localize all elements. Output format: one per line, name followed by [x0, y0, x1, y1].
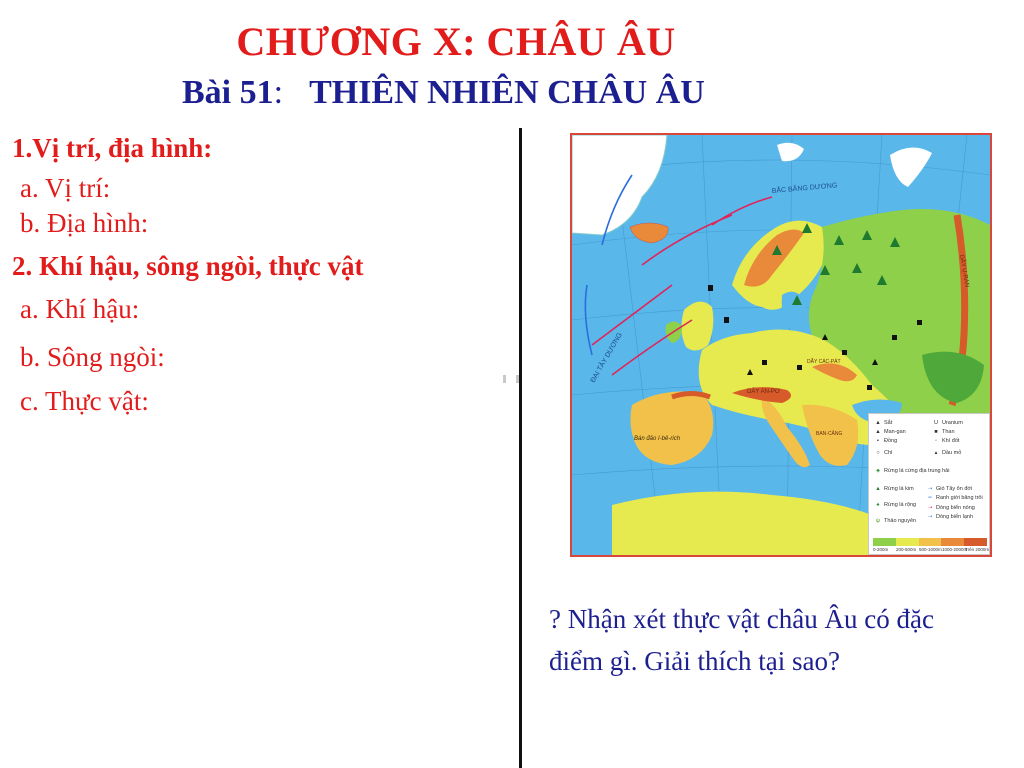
- scale-label-3: 500-1000m: [919, 547, 942, 552]
- divider-line: [519, 128, 522, 768]
- tree-icon: ♣: [876, 468, 880, 474]
- square-icon: ▪: [877, 438, 879, 444]
- section2-item-a: a. Khí hậu:: [20, 294, 140, 324]
- legend-item-mediterranean-forest: ♣ Rừng lá cứng địa trung hải: [876, 468, 950, 474]
- legend-item-lead: ○ Chì: [876, 450, 893, 456]
- arrow-icon: ➝: [927, 486, 933, 492]
- map-label-arctic: BẮC BĂNG DƯƠNG: [771, 182, 838, 195]
- tree-icon: ♠: [876, 502, 880, 508]
- question-text: ? Nhận xét thực vật châu Âu có đặc điểm gì. Giải thích tại sao?: [549, 604, 934, 676]
- scale-label-4: 1000-2000m: [942, 547, 968, 552]
- legend-item-gas: ◦ Khí đốt: [933, 438, 959, 444]
- section2-heading: 2. Khí hậu, sông ngòi, thực vật: [12, 251, 364, 281]
- section1-heading: 1.Vị trí, địa hình:: [12, 133, 213, 163]
- stray-mark: [516, 375, 519, 383]
- scale-0-200: [873, 538, 896, 546]
- legend-item-conifer-forest: ▲ Rừng lá kim: [875, 486, 914, 492]
- scale-500-1000: [919, 538, 942, 546]
- map-label-carpathian: DÃY CÁC-PÁT: [807, 359, 841, 365]
- scale-200-500: [896, 538, 919, 546]
- arrow-icon: ➝: [927, 514, 933, 520]
- legend-item-ice-limit: ┅ Ranh giới băng trôi: [928, 495, 983, 501]
- dash-icon: ┅: [928, 495, 932, 501]
- legend-item-westerly: ➝ Gió Tây ôn đới: [927, 486, 973, 492]
- map-label-atlantic: ĐẠI TÂY DƯƠNG: [589, 331, 624, 384]
- lesson-name: THIÊN NHIÊN CHÂU ÂU: [309, 74, 705, 111]
- section1-item-b: b. Địa hình:: [20, 208, 149, 238]
- scale-label-2: 200-500m: [896, 547, 917, 552]
- map-label-ural: DÃY U-RAN: [958, 254, 970, 288]
- section2-item-c: c. Thực vật:: [20, 386, 149, 416]
- british-isles: [681, 302, 713, 351]
- arrow-icon: ➝: [927, 505, 933, 511]
- section1-item-a: a. Vị trí:: [20, 173, 111, 203]
- oil-icon: ▴: [934, 450, 938, 456]
- map-label-balkan: BAN-CĂNG: [816, 431, 843, 437]
- lesson-separator: :: [273, 74, 284, 111]
- legend-item-manganese: ▲ Man-gan: [875, 429, 906, 435]
- legend-item-broadleaf-forest: ♠ Rừng lá rộng: [876, 502, 917, 508]
- circle-icon: ○: [876, 450, 880, 456]
- scale-1000-2000: [941, 538, 964, 546]
- lesson-title: [182, 74, 705, 112]
- legend-item-warm-current: ➝ Dòng biển nóng: [927, 505, 975, 511]
- legend-item-iron: ▲ Sắt: [875, 420, 893, 426]
- map-label-alps: DÃY AN-PƠ: [747, 389, 781, 395]
- triangle-icon: ▲: [875, 420, 881, 426]
- scale-label-5: Trên 2000m: [965, 547, 990, 552]
- elevation-scale: [873, 538, 987, 546]
- stray-mark: [503, 375, 506, 383]
- lesson-number: Bài 51: [182, 74, 274, 111]
- square-icon: ■: [934, 429, 938, 435]
- drop-icon: ◦: [935, 438, 937, 444]
- scale-label-1: 0-200m: [873, 547, 889, 552]
- chapter-title: CHƯƠNG X: CHÂU ÂU: [236, 19, 676, 64]
- uranium-icon: U: [934, 420, 938, 426]
- triangle-icon: ▲: [875, 429, 881, 435]
- map-legend: [868, 413, 990, 555]
- europe-map: [570, 133, 992, 557]
- legend-item-copper: ▪ Đồng: [875, 438, 897, 444]
- legend-item-uranium: U Uranium: [934, 420, 963, 426]
- tree-icon: ▲: [875, 486, 881, 492]
- section2-item-b: b. Sông ngòi:: [20, 342, 165, 372]
- legend-item-cold-current: ➝ Dòng biển lạnh: [927, 514, 974, 520]
- map-label-iberia: Bán đảo I-bê-rich: [634, 436, 681, 442]
- scale-over-2000: [964, 538, 987, 546]
- grass-icon: ψ: [876, 518, 880, 524]
- legend-item-coal: ■ Than: [934, 429, 955, 435]
- legend-item-steppe: ψ Thảo nguyên: [876, 518, 917, 524]
- legend-item-oil: ▴ Dầu mỏ: [934, 450, 962, 456]
